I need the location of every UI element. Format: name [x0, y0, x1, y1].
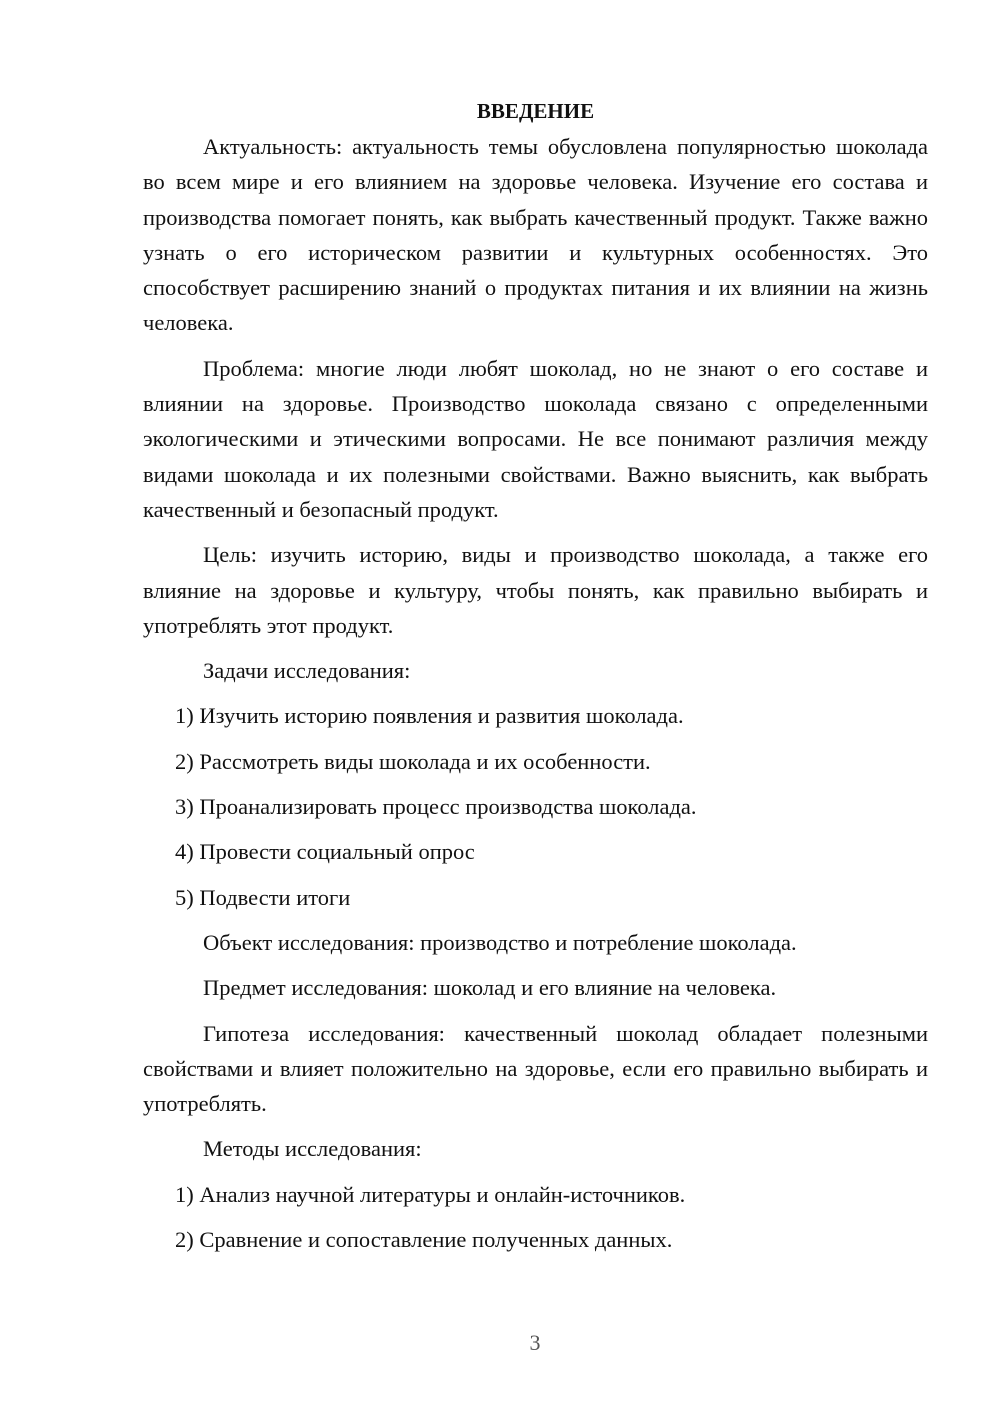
method-item: 1) Анализ научной литературы и онлайн-источников.: [175, 1181, 686, 1207]
goal-paragraph: Цель: изучить историю, виды и производство шоколада, а также его влияние на здоровье и культуру, чтобы понять, как правильно выбирать и употреблять этот продукт.: [143, 542, 928, 638]
task-item: 3) Проанализировать процесс производства шоколада.: [175, 794, 697, 820]
tasks-heading: Задачи исследования:: [203, 658, 411, 684]
problem-paragraph: Проблема: многие люди любят шоколад, но не знают о его составе и влиянии на здоровье. Производство шоколада связано с определенными экологическими и этическими вопросами. Не все понимают различия между видами шоколада и их полезными свойствами. Важно выяснить, как выбрать качественный и безопасный продукт.: [143, 355, 928, 522]
page-number: 3: [529, 1330, 541, 1355]
task-item: 1) Изучить историю появления и развития шоколада.: [175, 703, 684, 729]
hypothesis-paragraph: Гипотеза исследования: качественный шоколад обладает полезными свойствами и влияет положительно на здоровье, если его правильно выбирать и употреблять.: [143, 1020, 928, 1117]
research-object: Объект исследования: производство и потребление шоколада.: [203, 929, 797, 955]
methods-heading: Методы исследования:: [203, 1136, 422, 1162]
document-page: [143, 94, 928, 1267]
method-item: 2) Сравнение и сопоставление полученных данных.: [175, 1227, 673, 1253]
task-item: 4) Провести социальный опрос: [175, 839, 475, 865]
task-item: 2) Рассмотреть виды шоколада и их особенности.: [175, 748, 651, 774]
research-subject: Предмет исследования: шоколад и его влияние на человека.: [203, 975, 777, 1001]
task-item: 5) Подвести итоги: [175, 884, 351, 910]
page-title: ВВЕДЕНИЕ: [476, 99, 595, 123]
relevance-paragraph: Актуальность: актуальность темы обусловлена популярностью шоколада во всем мире и его влиянием на здоровье человека. Изучение его состава и производства помогает понять, как выбрать качественный продукт. Также важно узнать о его историческом развитии и культурных особенностях. Это способствует расширению знаний о продуктах питания и их влиянии на жизнь человека.: [143, 134, 928, 336]
